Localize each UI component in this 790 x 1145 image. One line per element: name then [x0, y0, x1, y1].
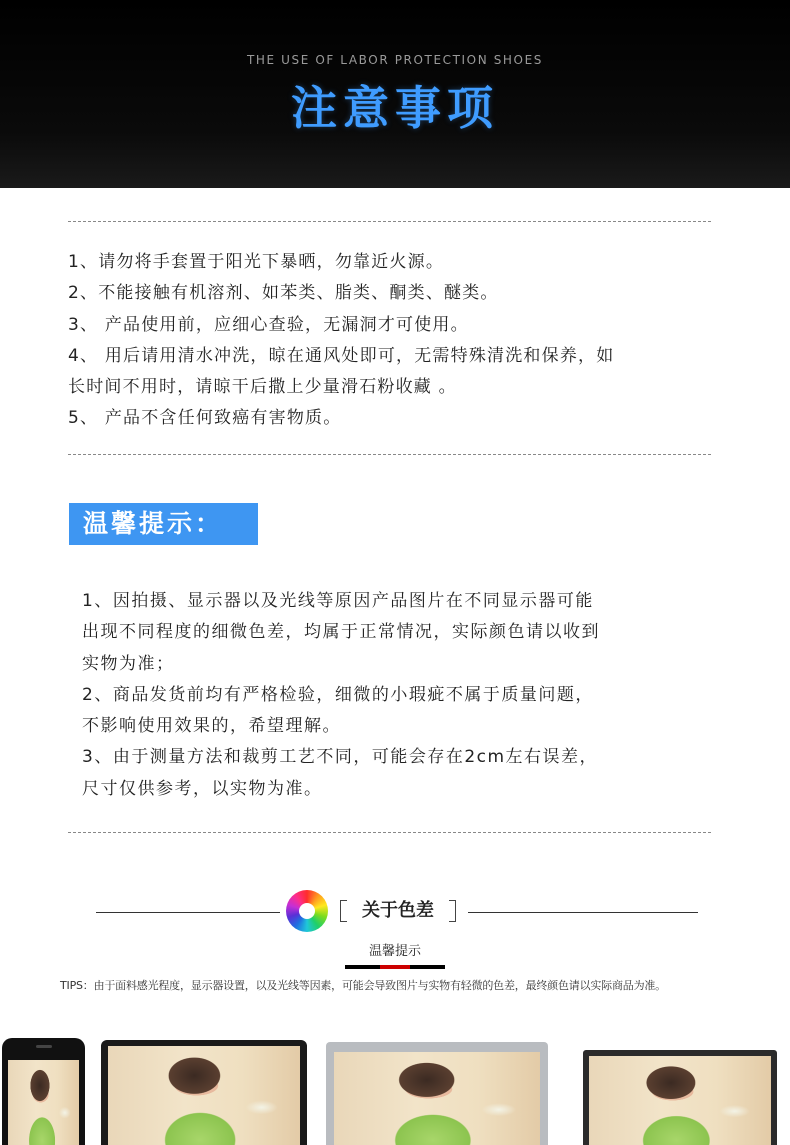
product-photo: [589, 1056, 771, 1145]
tip-line: 实物为准；: [82, 653, 175, 674]
tip-line: 不影响使用效果的，希望理解。: [82, 716, 341, 737]
note-line: 3、 产品使用前，应细心查验，无漏洞才可使用。: [68, 314, 469, 335]
monitor-screen: [589, 1056, 771, 1145]
color-difference-subtitle: 温馨提示: [368, 944, 421, 959]
tip-line: 1、因拍摄、显示器以及光线等原因产品图片在不同显示器可能: [82, 591, 594, 611]
laptop-screen: [334, 1052, 540, 1145]
phone-speaker: [36, 1045, 52, 1048]
monitor-device: [583, 1050, 777, 1145]
notes-list: [68, 247, 728, 435]
header-title-reflection: [0, 101, 790, 116]
left-rule: [96, 912, 280, 913]
note-line: 5、 产品不含任何致癌有害物质。: [68, 408, 342, 429]
header-banner: [0, 0, 790, 188]
product-photo: [334, 1052, 540, 1145]
note-line: 2、不能接触有机溶剂、如苯类、脂类、酮类、醚类。: [68, 283, 499, 304]
tip-line: 出现不同程度的细微色差，均属于正常情况，实际颜色请以收到: [82, 622, 600, 643]
tips-list: [82, 586, 722, 805]
header-subtitle: THE USE OF LABOR PROTECTION SHOES: [247, 53, 543, 67]
tip-line: 3、由于测量方法和裁剪工艺不同，可能会存在2cm左右误差，: [82, 747, 599, 768]
color-difference-header: [0, 890, 790, 940]
right-rule: [468, 912, 698, 913]
note-line: 长时间不用时，请晾干后撒上少量滑石粉收藏 。: [68, 377, 457, 398]
tips-badge: 温馨提示：: [69, 503, 258, 545]
divider: [68, 454, 711, 455]
divider: [68, 832, 711, 833]
color-wheel-icon: [286, 890, 328, 932]
tip-line: 尺寸仅供参考，以实物为准。: [82, 778, 323, 799]
phone-screen: [8, 1060, 79, 1145]
header-title: 注意事项: [291, 81, 499, 135]
laptop-device: [326, 1042, 548, 1145]
subtitle-underline: [345, 965, 445, 969]
product-photo: [108, 1046, 300, 1145]
color-difference-tips: TIPS：由于面料感光程度，显示器设置，以及光线等因素，可能会导致图片与实物有轻微的色差，最终颜色请以实际商品为准。: [60, 979, 666, 992]
note-line: 1、请勿将手套置于阳光下暴晒，勿靠近火源。: [68, 252, 445, 272]
tip-line: 2、商品发货前均有严格检验，细微的小瑕疵不属于质量问题，: [82, 684, 594, 705]
tablet-screen: [108, 1046, 300, 1145]
divider: [68, 221, 711, 222]
color-difference-title: 关于色差: [338, 896, 458, 926]
phone-device: [2, 1038, 85, 1145]
tablet-device: [101, 1040, 307, 1145]
product-photo: [8, 1060, 79, 1145]
note-line: 4、 用后请用清水冲洗，晾在通风处即可，无需特殊清洗和保养，如: [68, 345, 615, 366]
